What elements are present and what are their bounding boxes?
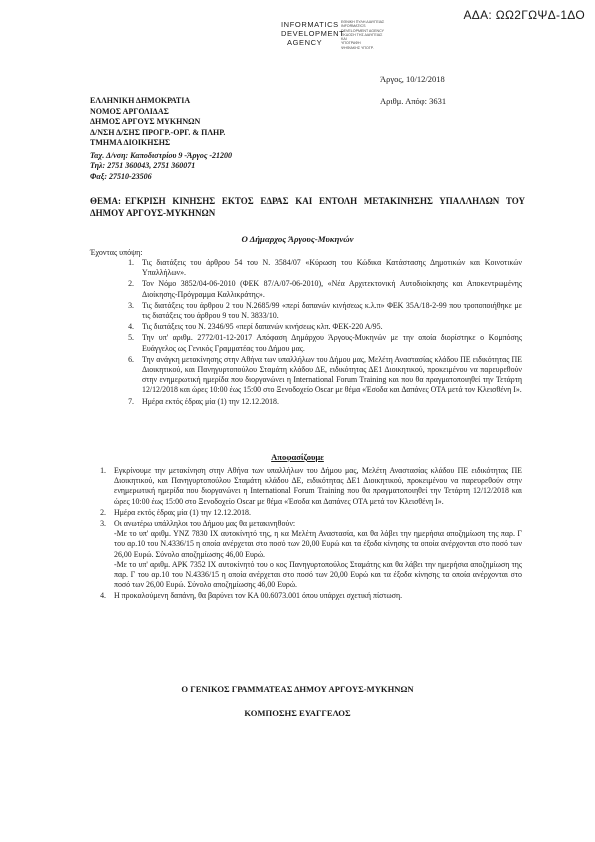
document-date: Άργος, 10/12/2018 [380,74,445,84]
logo-fine-print [341,20,421,50]
travel-detail: -Με το υπ' αριθμ. ΑΡΚ 7352 ΙΧ αυτοκίνητό του ο κος Πανηγυρτοπούλος Σταμάτης και θα λάβει την ημερήσια αποζημίωση της παρ. Γ του αρ.10 του Ν.4336/15 η οποία ανέρχεται στο ποσό των 20,00 Ευρώ και τα έξοδα κίνησης τα οποία ανέρχονται στο ποσό των 26,00 Ευρώ. Σύνολο αποζημίωσης 46,00 Ευρώ. [114,559,522,590]
signatory-name: ΚΟΜΠΟΣΗΣ ΕΥΑΓΓΕΛΟΣ [244,708,351,718]
logo-line: INFORMATICS [281,20,339,29]
item-text: Την υπ' αριθμ. 2772/01-12-2017 Απόφαση Δημάρχου Άργους-Μυκηνών με την οποία διορίστηκε ο Κομπόσης Ευάγγελος ως Γενικός Γραμματέας του Δήμου μας. [142,333,522,353]
item-number: 1. [100,466,106,475]
fax-line: Φαξ: 27510-23506 [90,171,152,181]
item-number: 5. [128,333,134,343]
list-item [112,279,522,299]
item-text: Τις διατάξεις του Ν. 2346/95 «περί δαπανών κινήσεως κλπ. ΦΕΚ-220 Α/95. [142,322,383,332]
item-number: 6. [128,354,134,364]
issuing-authority-header [90,96,232,182]
item-number: 4. [128,322,134,332]
header-line: Δ/ΝΣΗ Δ/ΣΗΣ ΠΡΟΓΡ.-ΟΡΓ. & ΠΛΗΡ. [90,127,226,137]
item-number: 4. [100,591,106,601]
item-number: 1. [128,258,134,267]
header-line: ΔΗΜΟΣ ΑΡΓΟΥΣ ΜΥΚΗΝΩΝ [90,117,201,126]
item-text: Την ανάγκη μετακίνησης στην Αθήνα των υπαλλήλων του Δήμου μας, Μελέτη Αναστασίας κλάδου ΠΕ ειδικότητας ΠΕ Διοικητικού, και Πανηγυρτοπούλου Σταμάτη κλάδου ΔΕ, ειδικότητας ΔΕ1 Διοικητικού, προκειμένου να παρευρεθούν στην ενημερωτική ημερίδα που διοργανώνει η International Forum Training και που θα πραγματοποιηθεί την Τετάρτη 12/12/2018 και ώρες 10:00 έως 15:00 στο Ξενοδοχείο Oscar με θέμα «Έσοδα και Δαπάνες ΟΤΑ μετά τον Κλεισθένη Ι». [142,354,522,395]
logo-fine-line: INFORMATICS [341,24,366,29]
considerations-intro: Έχοντας υπόψη: [90,248,143,257]
issuer-title: Ο Δήμαρχος Άργους-Μυκηνών [241,234,354,244]
list-item [84,466,522,507]
list-item [112,322,522,332]
item-number: 3. [100,519,106,529]
considerations-list [112,258,522,408]
item-text: Τις διατάξεις του άρθρου 2 του Ν.2685/99 «περί δαπανών κινήσεως κ.λ.π» ΦΕΚ 35Α/18-2-99 που τροποποιήθηκε με τις διατάξεις του άρθρου 9 του Ν. 3833/10. [142,300,522,321]
item-text: Εγκρίνουμε την μετακίνηση στην Αθήνα των υπαλλήλων του Δήμου μας, Μελέτη Αναστασίας κλάδου ΠΕ ειδικότητας ΠΕ Διοικητικού, και Πανηγυρτοπούλου Σταμάτη κλάδου ΔΕ, ειδικότητας ΔΕ1 Διοικητικού, προκειμένου να παρευρεθούν στην ενημερωτική ημερίδα που διοργανώνει η International Forum Training που θα πραγματοποιηθεί την Τετάρτη 12/12/2018 και ώρες 10:00 έως 15:00 στο Ξενοδοχείο Oscar με θέμα «Έσοδα και Δαπάνες ΟΤΑ μετά τον Κλεισθένη Ι». [114,466,522,506]
logo-fine-line: ΕΚΔΟΣΗ ΤΗΣ ΔΙΑΥΓΕΙΑΣ [341,32,383,37]
logo-fine-line: ΥΠΟΓΡΑΦΗ [341,41,361,46]
logo-line: AGENCY [287,38,323,47]
logo-line: DEVELOPMENT [281,29,345,38]
phone-line: Τηλ: 2751 360043, 2751 360071 [90,161,196,170]
item-text: Ημέρα εκτός έδρας μία (1) την 12.12.2018. [114,507,251,517]
decision-number: Αριθμ. Απόφ: 3631 [380,96,447,106]
diavgeia-logo [281,20,385,50]
item-text: Τον Νόμο 3852/04-06-2010 (ΦΕΚ 87/Α/07-06-2010), «Νέα Αρχιτεκτονική Αυτοδιοίκησης και Αποκεντρωμένης Διοίκησης-Πρόγραμμα Καλλικράτης». [142,279,522,299]
item-number: 7. [128,396,134,406]
item-text: Η προκαλούμενη δαπάνη, θα βαρύνει τον ΚΑ 00.6073.001 όπου υπάρχει σχετική πίστωση. [114,591,403,601]
list-item [112,397,522,407]
list-item [84,519,522,590]
list-item [112,333,522,353]
ada-code: ΑΔΑ: ΩΩ2ΓΩΨΔ-1ΔΟ [463,8,585,22]
list-item [84,508,522,518]
list-item [112,258,522,278]
list-item [112,355,522,396]
decides-heading: Αποφασίζουμε [271,452,324,462]
list-item [112,301,522,321]
logo-fine-line: DEVELOPMENT AGENCY [341,28,385,33]
signatory-title: Ο ΓΕΝΙΚΟΣ ΓΡΑΜΜΑΤΕΑΣ ΔΗΜΟΥ ΑΡΓΟΥΣ-ΜΥΚΗΝΩΝ [181,684,414,694]
address-line: Ταχ. Δ/νση: Καποδιστρίου 9 -Άργος -21200 [90,150,233,160]
header-line: ΝΟΜΟΣ ΑΡΓΟΛΙΔΑΣ [90,106,169,116]
item-text: Οι ανωτέρω υπάλληλοι του Δήμου μας θα μετακινηθούν: [114,519,296,529]
item-number: 2. [100,507,106,517]
item-number: 2. [128,279,134,289]
header-line: ΤΜΗΜΑ ΔΙΟΙΚΗΣΗΣ [90,138,171,147]
subject [90,196,525,219]
subject-text: ΕΓΚΡΙΣΗ ΚΙΝΗΣΗΣ ΕΚΤΟΣ ΕΔΡΑΣ ΚΑΙ ΕΝΤΟΛΗ ΜΕΤΑΚΙΝΗΣΗΣ ΥΠΑΛΛΗΛΩΝ ΤΟΥ ΔΗΜΟΥ ΑΡΓΟΥΣ-ΜΥΚΗΝΩΝ [90,196,525,218]
item-text: Τις διατάξεις του άρθρου 54 του Ν. 3584/07 «Κύρωση του Κώδικα Κατάστασης Δημοτικών και Κοινοτικών Υπαλλήλων». [142,258,522,278]
logo-fine-line: ΕΘΝΙΚΗ ΠΥΛΗ ΔΙΑΥΓΕΙΑΣ [341,20,385,24]
logo-fine-line: ΚΑΙ [341,37,347,42]
travel-detail: -Με το υπ' αριθμ. ΥΝΖ 7830 ΙΧ αυτοκίνητό της, η κα Μελέτη Αναστασία, και θα λάβει την ημερήσια αποζημίωση της παρ. Γ του αρ.10 του Ν.4336/15 η οποία ανέρχεται στο ποσό των 20,00 Ευρώ και τα έξοδα κίνησης τα οποία ανέρχονται στο ποσό των 26,00 Ευρώ. Σύνολο αποζημίωσης 46,00 Ευρώ. [114,529,522,559]
decisions-list [84,466,522,603]
item-number: 3. [128,300,134,310]
list-item [84,591,522,601]
subject-label: ΘΕΜΑ: [90,196,121,206]
logo-fine-line: ΨΗΦΙΑΚΗΣ ΥΠΟΓΡ. [341,45,374,50]
header-line: ΕΛΛΗΝΙΚΗ ΔΗΜΟΚΡΑΤΙΑ [90,96,191,105]
item-text: Ημέρα εκτός έδρας μία (1) την 12.12.2018. [142,396,279,406]
logo-text [281,20,344,47]
